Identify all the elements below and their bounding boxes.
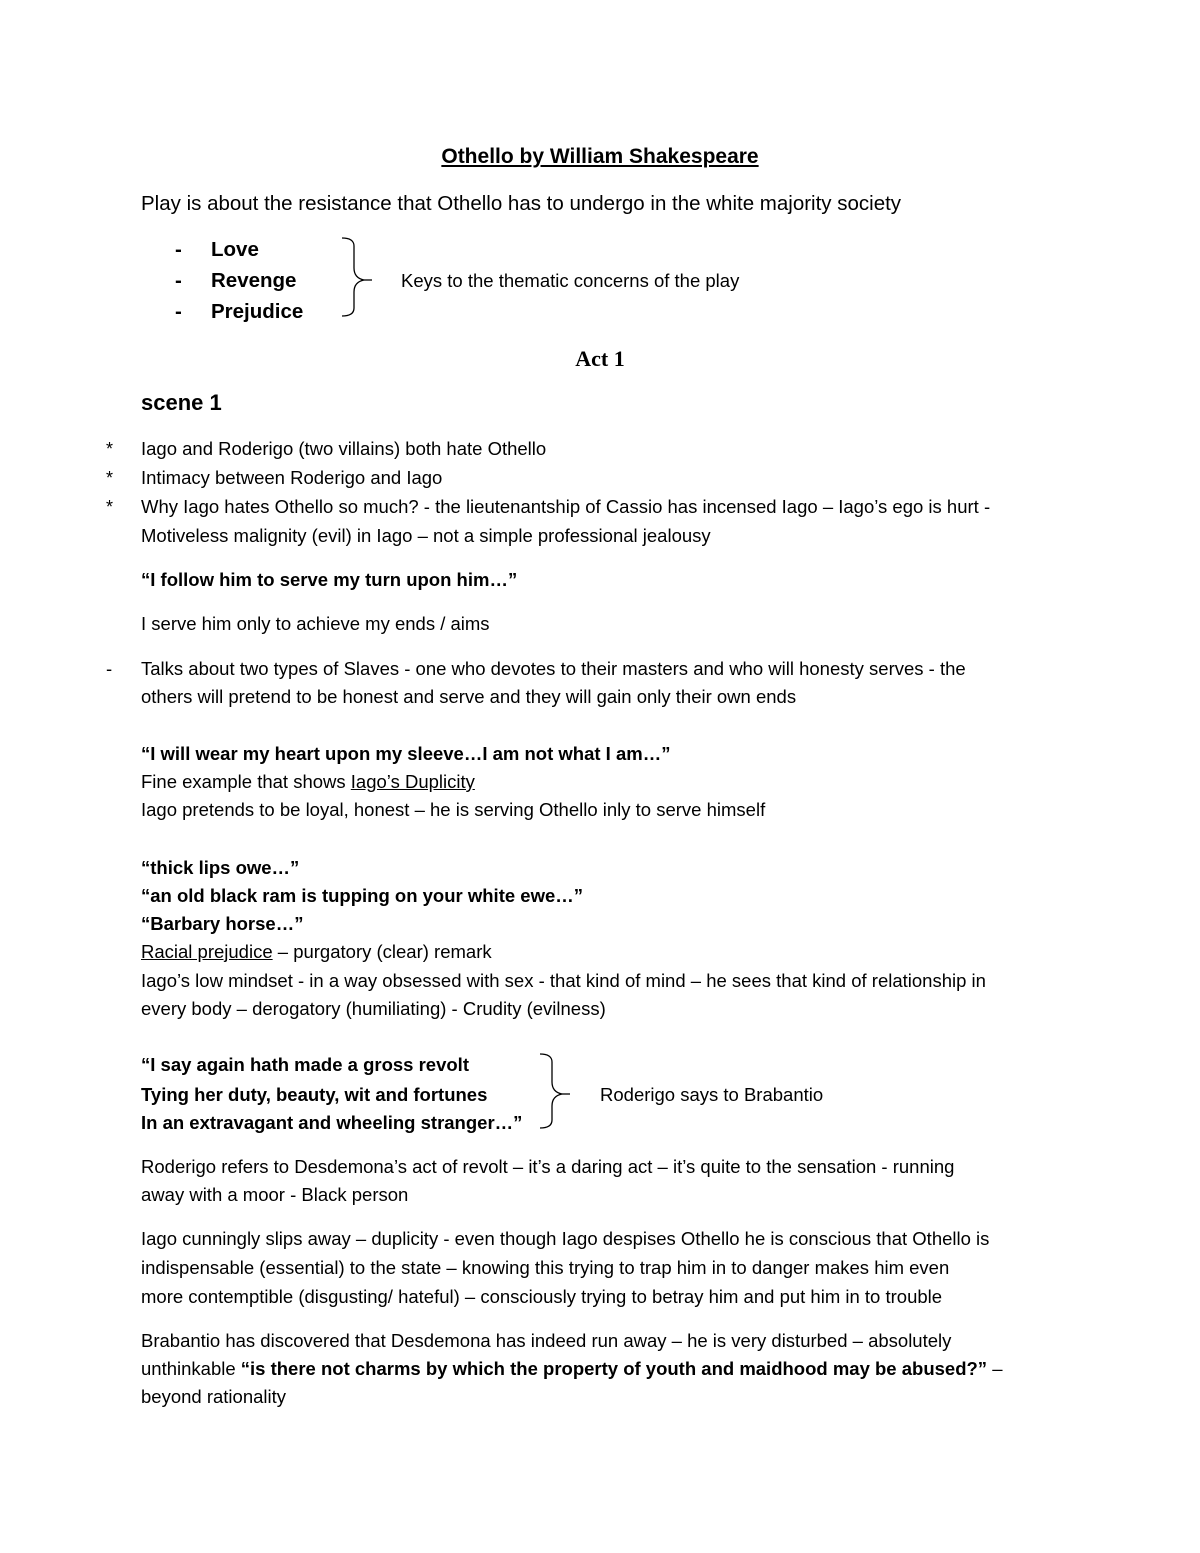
quote-line: “I say again hath made a gross revolt (141, 1054, 469, 1075)
theme-prejudice: Prejudice (211, 300, 304, 323)
quote-line: “I will wear my heart upon my sleeve…I am not what I am…” (141, 743, 671, 764)
list-item: Why Iago hates Othello so much? - the lieutenantship of Cassio has incensed Iago – Iago’s ego is hurt - (141, 496, 991, 517)
duplicity-term: Iago’s Duplicity (350, 771, 475, 792)
asterisk-bullet-icon: * (106, 439, 114, 459)
list-item-continuation: Motiveless malignity (evil) in Iago – not a simple professional jealousy (141, 525, 711, 546)
paragraph-suffix: – (987, 1358, 1003, 1379)
right-brace-icon (338, 234, 378, 320)
theme-revenge: Revenge (211, 269, 297, 292)
paragraph-line: Iago pretends to be loyal, honest – he is serving Othello inly to serve himself (141, 799, 766, 820)
quote-line: “I follow him to serve my turn upon him…” (141, 569, 518, 590)
right-brace-icon (536, 1050, 576, 1132)
paragraph-line: Roderigo refers to Desdemona’s act of revolt – it’s a daring act – it’s quite to the sensation - running (141, 1156, 955, 1177)
quote-line: “thick lips owe…” (141, 857, 300, 878)
racial-prejudice-term: Racial prejudice (141, 941, 273, 962)
paragraph-prefix: unthinkable (141, 1358, 241, 1379)
paragraph-line: more contemptible (disgusting/ hateful) – consciously trying to betray him and put him in to trouble (141, 1286, 943, 1307)
example-line (141, 771, 475, 792)
theme-dash: - (175, 300, 182, 323)
theme-dash: - (175, 238, 182, 261)
inline-quote: “is there not charms by which the property of youth and maidhood may be abused?” (240, 1358, 988, 1379)
quote-note: Roderigo says to Brabantio (600, 1084, 824, 1105)
paragraph-line: every body – derogatory (humiliating) - Crudity (evilness) (141, 998, 606, 1019)
theme-dash: - (175, 269, 182, 292)
list-item: Iago and Roderigo (two villains) both hate Othello (141, 438, 547, 459)
themes-note: Keys to the thematic concerns of the play (401, 270, 740, 291)
paragraph-line: Talks about two types of Slaves - one who devotes to their masters and who will honesty serves - the (141, 658, 966, 679)
paragraph-line: Brabantio has discovered that Desdemona has indeed run away – he is very disturbed – absolutely (141, 1330, 952, 1351)
theme-love: Love (211, 238, 259, 261)
scene-heading: scene 1 (141, 390, 222, 415)
example-prefix: Fine example that shows (141, 771, 351, 792)
quote-line: Tying her duty, beauty, wit and fortunes (141, 1084, 488, 1105)
paragraph-line: away with a moor - Black person (141, 1184, 409, 1205)
paragraph-line: beyond rationality (141, 1386, 287, 1407)
list-item: Intimacy between Roderigo and Iago (141, 467, 443, 488)
intro-line: Play is about the resistance that Othello has to undergo in the white majority society (141, 192, 902, 215)
quote-line: In an extravagant and wheeling stranger…” (141, 1112, 523, 1133)
asterisk-bullet-icon: * (106, 497, 114, 517)
asterisk-bullet-icon: * (106, 468, 114, 488)
paragraph-line (141, 1358, 1003, 1379)
quote-gloss: I serve him only to achieve my ends / aims (141, 613, 490, 634)
quote-line: “an old black ram is tupping on your white ewe…” (141, 885, 584, 906)
paragraph-line: Iago cunningly slips away – duplicity - even though Iago despises Othello he is conscious that Othello is (141, 1228, 990, 1249)
paragraph-line: others will pretend to be honest and serve and they will gain only their own ends (141, 686, 797, 707)
racial-prejudice-line (141, 941, 492, 962)
paragraph-line: indispensable (essential) to the state – knowing this trying to trap him in to danger makes him even (141, 1257, 950, 1278)
document-title: Othello by William Shakespeare (441, 145, 759, 168)
act-heading: Act 1 (575, 346, 625, 371)
racial-prejudice-rest: – purgatory (clear) remark (272, 941, 492, 962)
quote-line: “Barbary horse…” (141, 913, 304, 934)
paragraph-line: Iago’s low mindset - in a way obsessed with sex - that kind of mind – he sees that kind of relationship in (141, 970, 986, 991)
dash-bullet: - (106, 658, 113, 679)
